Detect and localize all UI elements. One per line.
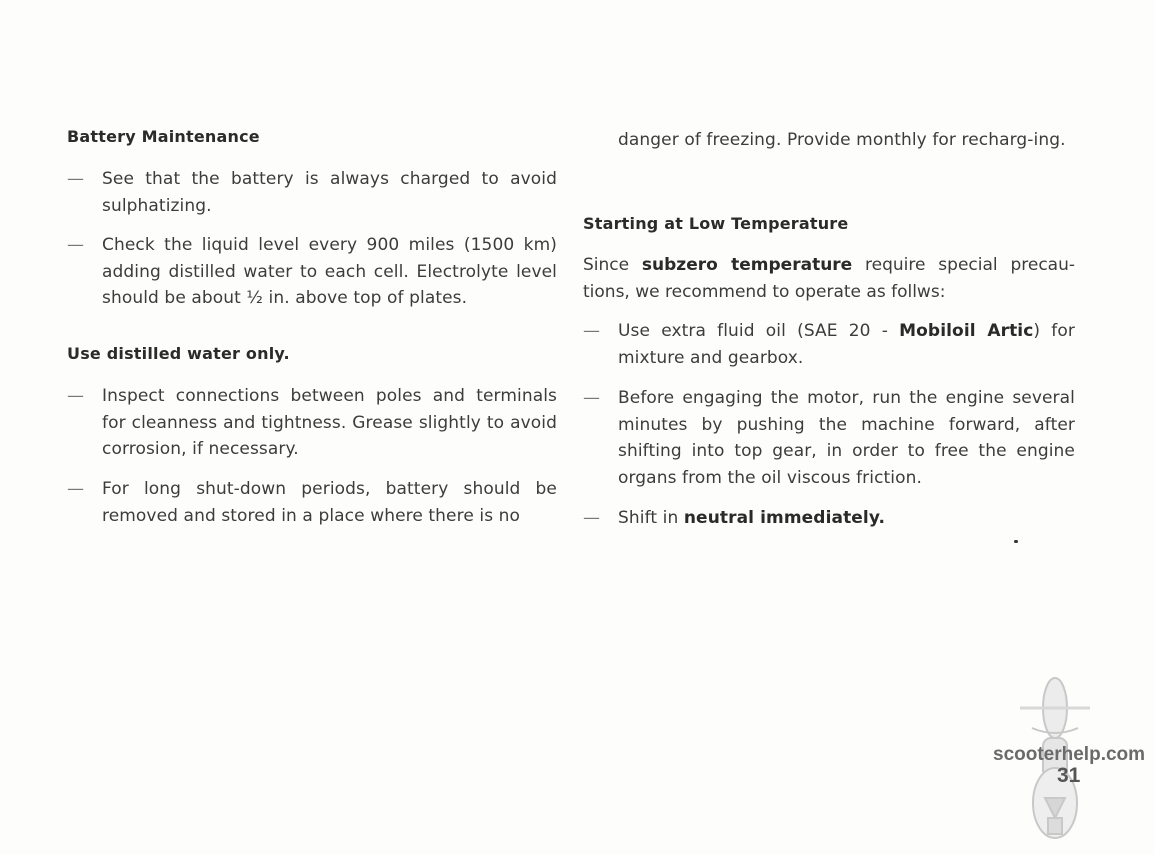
intro-bold: subzero temperature <box>641 255 853 275</box>
heading-low-temperature: Starting at Low Temperature <box>583 214 849 233</box>
item-text: For long shut-down periods, battery should be removed and stored in a place where there is no <box>102 479 557 526</box>
list-item <box>583 505 1075 532</box>
item1-pre: Use extra fluid oil (SAE 20 - <box>618 321 900 341</box>
item1-post: ) for mixture and gearbox. <box>618 321 1075 368</box>
item-text: See that the battery is always charged to avoid sulphatizing. <box>102 169 557 216</box>
dash-bullet: — <box>67 235 84 255</box>
watermark-text: scooterhelp.com <box>993 744 1146 765</box>
dash-bullet: — <box>583 508 600 528</box>
dash-bullet: — <box>583 388 600 408</box>
list-item <box>583 385 1075 491</box>
item-text <box>618 505 1075 532</box>
item-text: Check the liquid level every 900 miles (1500 km) adding distilled water to each cell. Electrolyte level should be about ½ in. above top of plates. <box>102 235 557 308</box>
item-text: danger of freezing. Provide monthly for recharg-ing. <box>618 130 1066 150</box>
page-number: 31 <box>1057 764 1081 787</box>
heading-battery-maintenance: Battery Maintenance <box>67 127 260 146</box>
item-text: Before engaging the motor, run the engine several minutes by pushing the machine forward, after shifting into top gear, in order to free the engine organs from the oil viscous friction. <box>618 388 1075 488</box>
item3-pre: Shift in <box>618 508 684 528</box>
continuation-paragraph <box>583 127 1075 154</box>
dash-bullet: — <box>67 386 84 406</box>
item-text: Inspect connections between poles and terminals for cleanness and tightness. Grease slightly to avoid corrosion, if necessary. <box>102 386 557 459</box>
intro-post: require special precau-tions, we recommend to operate as follws: <box>583 255 1075 302</box>
list-item <box>67 476 557 529</box>
item3-bold: neutral immediately. <box>683 508 886 528</box>
dash-bullet: — <box>583 321 600 341</box>
intro-paragraph <box>583 252 1075 305</box>
list-item <box>67 232 557 312</box>
list-item <box>67 166 557 219</box>
dash-bullet: — <box>67 479 84 499</box>
ink-speck <box>1014 540 1018 543</box>
intro-pre: Since <box>583 255 642 275</box>
dash-bullet: — <box>67 169 84 189</box>
item1-bold: Mobiloil Artic <box>899 321 1034 341</box>
list-item <box>67 383 557 463</box>
list-item <box>583 318 1075 371</box>
item-text <box>618 318 1075 371</box>
heading-distilled-water: Use distilled water only. <box>67 344 290 363</box>
